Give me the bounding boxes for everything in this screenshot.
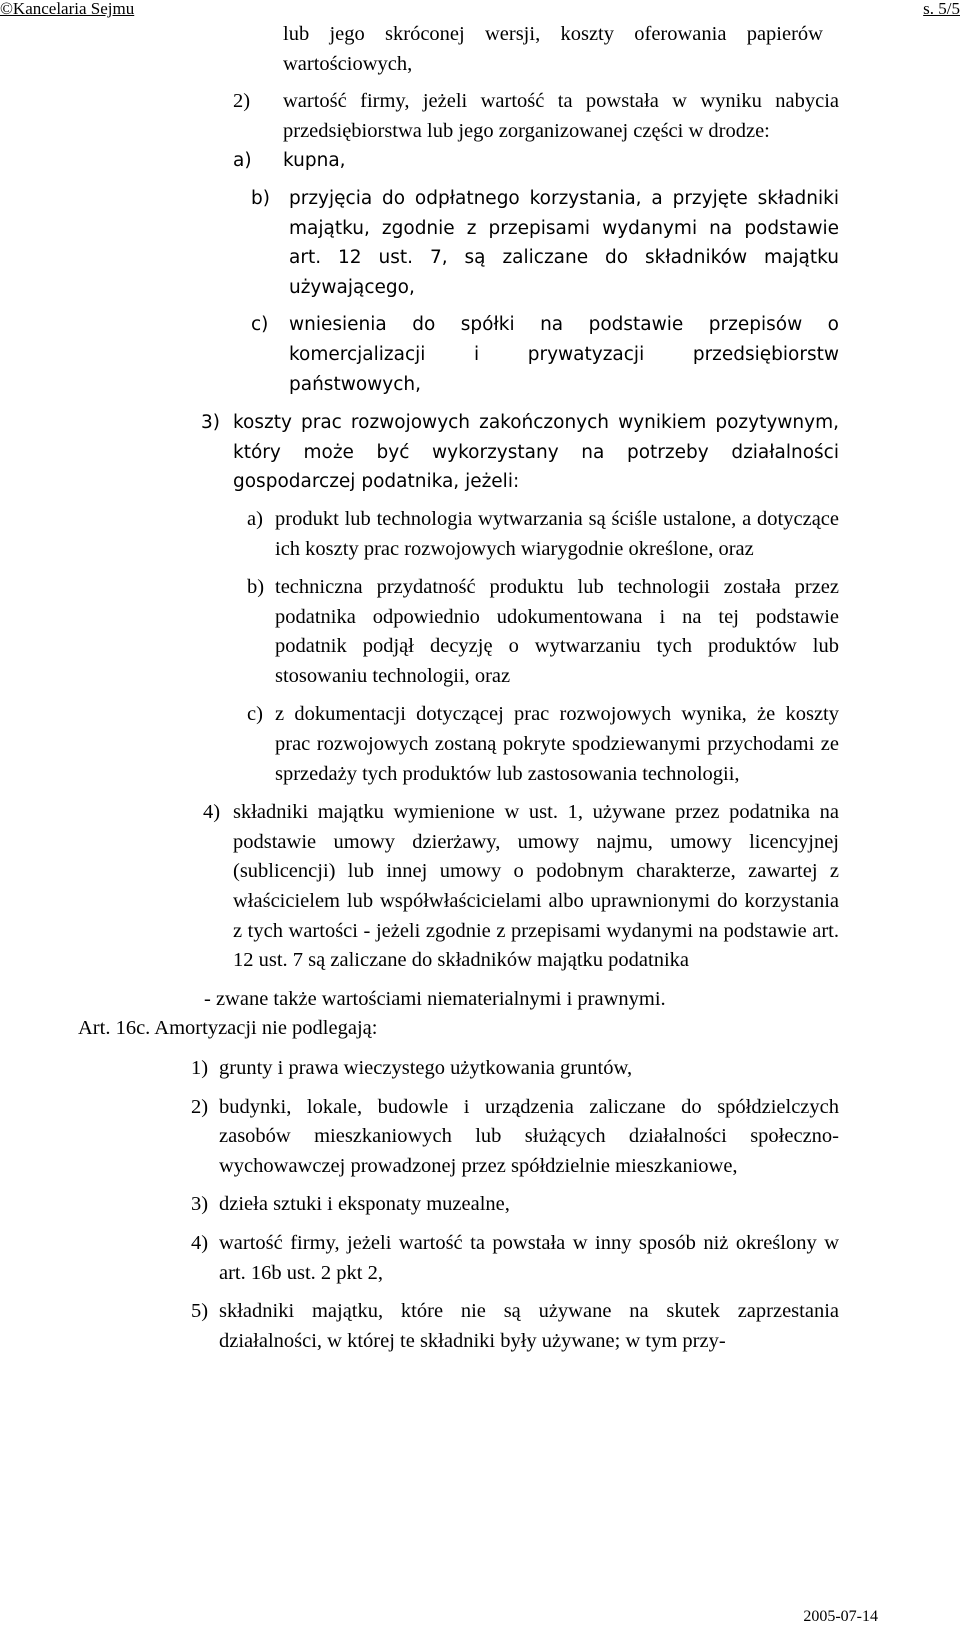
list-marker: 3): [201, 412, 220, 434]
list-marker: 3): [191, 1193, 209, 1216]
art16c-item-3: [191, 1190, 839, 1220]
footer-date: 2005-07-14: [803, 1608, 878, 1625]
continuation-text: lub jego skróconej wersji, koszty oferowania papierów wartościowych,: [283, 23, 823, 75]
sub-item-text: produkt lub technologia wytwarzania są ściśle ustalone, a dotyczące ich koszty prac rozwojowych wiarygodnie określone, oraz: [275, 507, 839, 560]
sub-marker: c): [251, 314, 269, 336]
list-marker: 5): [191, 1300, 209, 1323]
sub-marker: b): [247, 576, 265, 599]
list-marker: 4): [203, 801, 221, 824]
list-item-text: budynki, lokale, budowle i urządzenia zaliczane do spółdzielczych zasobów mieszkaniowych lub służących działalności społeczno-wychowawczej prowadzonej przez spółdzielnie mieszkaniowe,: [219, 1095, 839, 1177]
list-item-4: [203, 798, 839, 976]
list-item-text: składniki majątku wymienione w ust. 1, używane przez podatnika na podstawie umowy dzierżawy, umowy najmu, umowy licencyjnej (sublicencji) lub innej umowy o podobnym charakterze, zawartej z właścicielem lub współwłaścicielami albo uprawnionymi do korzystania z tych wartości - jeżeli zgodnie z przepisami wydanymi na podstawie art. 12 ust. 7 są zaliczane do składników majątku podatnika: [233, 801, 839, 972]
list-marker: 2): [191, 1095, 209, 1118]
header-copyright: ©Kancelaria Sejmu: [0, 0, 135, 18]
sub-marker: a): [247, 507, 263, 530]
sub-item-2b: [251, 184, 839, 302]
list-marker: 2): [233, 90, 251, 113]
document-body: [0, 20, 960, 1356]
sub-item-3c: [247, 700, 839, 789]
article-heading: Art. 16c. Amortyzacji nie podlegają:: [78, 1017, 378, 1040]
sub-item-3a: [247, 505, 839, 564]
art16c-item-5: [191, 1297, 839, 1356]
list-marker: 4): [191, 1231, 209, 1254]
sub-item-2a: [233, 146, 823, 176]
closing-text: - zwane także wartościami niematerialnymi i prawnymi.: [204, 987, 666, 1010]
sub-marker: b): [251, 187, 270, 209]
list-item-text: koszty prac rozwojowych zakończonych wynikiem pozytywnym, który może być wykorzystany na potrzeby działalności gospodarczej podatnika, jeżeli:: [233, 412, 839, 493]
sub-item-text: kupna,: [283, 150, 346, 172]
list-item-text: wartość firmy, jeżeli wartość ta powstała w inny sposób niż określony w art. 16b ust. 2 pkt 2,: [219, 1231, 839, 1284]
sub-item-text: przyjęcia do odpłatnego korzystania, a przyjęte składniki majątku, zgodnie z przepisami wydanymi na podstawie art. 12 ust. 7, są zaliczane do składników majątku używającego,: [289, 187, 839, 298]
sub-item-text: techniczna przydatność produktu lub technologii została przez podatnika odpowiednio udokumentowana i na tej podstawie podatnik podjął decyzję o wytwarzaniu tych produktów lub stosowaniu technologii, oraz: [275, 576, 839, 687]
sub-marker: a): [233, 150, 252, 172]
art16c-item-1: [191, 1054, 839, 1084]
sub-item-text: wniesienia do spółki na podstawie przepisów o komercjalizacji i prywatyzacji przedsiębiorstw państwowych,: [289, 314, 839, 395]
header-page-number: s. 5/5: [923, 0, 960, 18]
art16c-item-4: [191, 1229, 839, 1288]
sub-item-2c: [251, 310, 839, 399]
list-item-text: grunty i prawa wieczystego użytkowania gruntów,: [219, 1057, 633, 1079]
sub-item-3b: [247, 573, 839, 691]
sub-item-text: z dokumentacji dotyczącej prac rozwojowych wynika, że koszty prac rozwojowych zostaną pokryte spodziewanymi przychodami ze sprzedaży tych produktów lub zastosowania technologii,: [275, 703, 839, 785]
list-item-3: [201, 408, 839, 497]
art16c-item-2: [191, 1093, 839, 1182]
sub-marker: c): [247, 703, 263, 726]
list-item-text: składniki majątku, które nie są używane na skutek zaprzestania działalności, w której te składniki były używane; w tym przy-: [219, 1300, 839, 1352]
list-item-text: wartość firmy, jeżeli wartość ta powstała w wyniku nabycia przedsiębiorstwa lub jego zorganizowanej części w drodze:: [283, 90, 839, 142]
list-marker: 1): [191, 1057, 209, 1079]
list-item-2: [233, 87, 839, 146]
list-item-text: dzieła sztuki i eksponaty muzealne,: [219, 1193, 510, 1216]
